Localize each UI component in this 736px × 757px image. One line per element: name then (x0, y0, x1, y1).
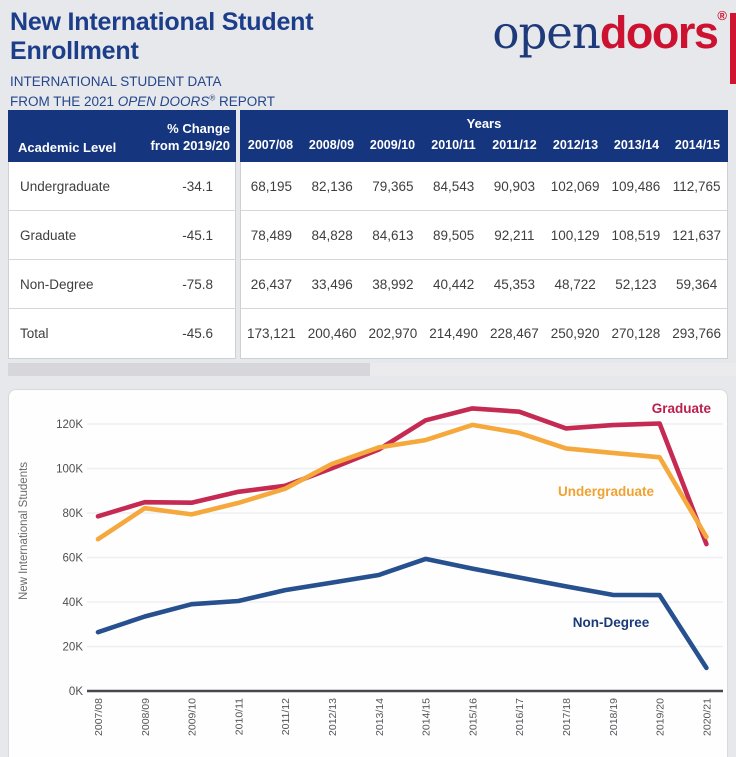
pct-change-header: % Change from 2019/20 (150, 120, 230, 154)
table-row-values (241, 309, 727, 358)
y-axis-title: New International Students (18, 461, 30, 601)
academic-level-header: Academic Level (18, 140, 117, 155)
table-row-label (9, 260, 235, 309)
table-horizontal-scrollbar[interactable] (8, 363, 736, 376)
scrollbar-thumb[interactable] (8, 363, 370, 376)
table-row-label (9, 162, 235, 211)
series-label-non-degree: Non-Degree (572, 615, 650, 630)
subtitle-line1: INTERNATIONAL STUDENT DATA (10, 74, 222, 89)
enrollment-value-cell: 108,519 (611, 227, 661, 243)
enrollment-value-cell: 40,442 (432, 276, 475, 292)
x-tick-label: 2017/18 (561, 698, 573, 736)
enrollment-value-cell: 214,490 (429, 326, 479, 341)
enrollment-value-cell: 270,128 (611, 326, 661, 341)
x-tick-label: 2008/09 (139, 698, 152, 736)
pct-change-value: -75.8 (182, 276, 213, 292)
years-header-label: Years (466, 116, 502, 131)
page-title-line1: New International Student (10, 8, 314, 36)
table-left-header (8, 110, 236, 162)
year-column-header: 2008/09 (308, 138, 355, 152)
enrollment-value-cell: 48,722 (554, 276, 596, 292)
enrollment-chart-panel (8, 389, 728, 757)
x-tick-label: 2020/21 (701, 698, 714, 736)
enrollment-value-cell: 202,970 (368, 326, 418, 341)
enrollment-value-cell: 79,365 (372, 178, 414, 194)
enrollment-value-cell: 84,828 (311, 227, 353, 243)
academic-level-value: Graduate (20, 227, 77, 243)
page-edge-red-strip (730, 13, 736, 84)
year-column-header: 2013/14 (613, 138, 660, 152)
academic-level-value: Total (20, 326, 49, 341)
x-tick-label: 2016/17 (514, 698, 527, 736)
enrollment-value-cell: 112,765 (672, 178, 721, 194)
year-columns-row (240, 136, 728, 162)
year-column-header: 2014/15 (674, 138, 721, 152)
enrollment-value-cell: 59,364 (675, 276, 718, 292)
year-column-header: 2012/13 (552, 138, 599, 152)
enrollment-value-cell: 89,505 (432, 227, 475, 243)
x-tick-label: 2007/08 (93, 698, 105, 736)
year-column-header: 2011/12 (492, 138, 537, 152)
year-column-header: 2007/08 (247, 138, 294, 152)
enrollment-table (8, 110, 728, 359)
enrollment-value-cell: 84,613 (372, 227, 414, 243)
enrollment-line-chart (9, 390, 727, 757)
enrollment-value-cell: 33,496 (311, 276, 353, 292)
enrollment-value-cell: 78,489 (250, 227, 293, 243)
enrollment-value-cell: 102,069 (550, 178, 600, 194)
series-label-undergraduate: Undergraduate (557, 484, 655, 499)
report-subtitle (10, 72, 726, 111)
year-column-header: 2009/10 (369, 138, 416, 152)
series-line-undergraduate (98, 425, 706, 539)
series-line-graduate (98, 408, 706, 544)
enrollment-value-cell: 84,543 (432, 178, 475, 194)
x-tick-label: 2015/16 (467, 698, 480, 736)
table-years-header (240, 110, 728, 162)
enrollment-value-cell: 228,467 (489, 326, 539, 341)
table-row-label (9, 309, 235, 358)
x-tick-label: 2019/20 (654, 698, 667, 736)
opendoors-logo (492, 6, 726, 59)
y-tick-label: 100K (56, 463, 83, 476)
y-tick-label: 60K (62, 552, 83, 565)
table-row-label (9, 211, 235, 260)
x-tick-label: 2011/12 (280, 698, 293, 736)
x-tick-label: 2010/11 (233, 698, 246, 736)
enrollment-value-cell: 92,211 (494, 227, 535, 243)
pct-change-value: -45.6 (182, 326, 213, 341)
table-row-values (241, 162, 727, 211)
y-tick-label: 0K (68, 686, 83, 698)
pct-change-value: -34.1 (182, 178, 213, 194)
logo-open-text: open (492, 6, 600, 59)
enrollment-value-cell: 293,766 (672, 326, 722, 341)
page-title-line2: Enrollment (10, 37, 139, 65)
table-right-body (240, 162, 728, 359)
table-row-values (241, 260, 727, 309)
year-column-header: 2010/11 (431, 138, 476, 152)
enrollment-value-cell: 173,121 (246, 326, 296, 341)
enrollment-value-cell: 45,353 (493, 276, 536, 292)
y-tick-label: 40K (62, 596, 83, 609)
enrollment-value-cell: 38,992 (372, 276, 414, 292)
enrollment-value-cell: 90,903 (493, 178, 536, 194)
report-header (0, 0, 736, 110)
enrollment-value-cell: 200,460 (307, 326, 357, 341)
enrollment-value-cell: 52,123 (615, 276, 657, 292)
x-tick-label: 2018/19 (607, 698, 620, 736)
academic-level-value: Non-Degree (20, 276, 94, 292)
enrollment-value-cell: 121,637 (672, 227, 722, 243)
table-right-section (240, 110, 728, 359)
x-tick-label: 2014/15 (420, 698, 433, 736)
series-label-graduate: Graduate (651, 401, 711, 416)
table-row-values (241, 211, 727, 260)
table-left-section (8, 110, 236, 359)
enrollment-value-cell: 109,486 (611, 178, 661, 194)
pct-change-value: -45.1 (182, 227, 213, 243)
x-tick-label: 2009/10 (186, 698, 199, 736)
x-tick-label: 2012/13 (327, 698, 339, 736)
academic-level-value: Undergraduate (20, 178, 111, 194)
enrollment-value-cell: 250,920 (550, 326, 600, 341)
subtitle-line2: FROM THE 2021 OPEN DOORS® REPORT (10, 93, 275, 109)
y-tick-label: 120K (56, 418, 83, 431)
logo-registered-mark: ® (717, 8, 726, 23)
y-tick-label: 80K (62, 507, 83, 520)
enrollment-value-cell: 26,437 (250, 276, 293, 292)
y-tick-label: 20K (62, 641, 83, 654)
series-line-non-degree (98, 559, 706, 668)
enrollment-value-cell: 100,129 (550, 227, 600, 243)
table-left-body (8, 162, 236, 359)
logo-doors-text: doors (599, 7, 718, 58)
enrollment-value-cell: 82,136 (311, 178, 353, 194)
x-tick-label: 2013/14 (373, 698, 386, 736)
enrollment-value-cell: 68,195 (250, 178, 293, 194)
